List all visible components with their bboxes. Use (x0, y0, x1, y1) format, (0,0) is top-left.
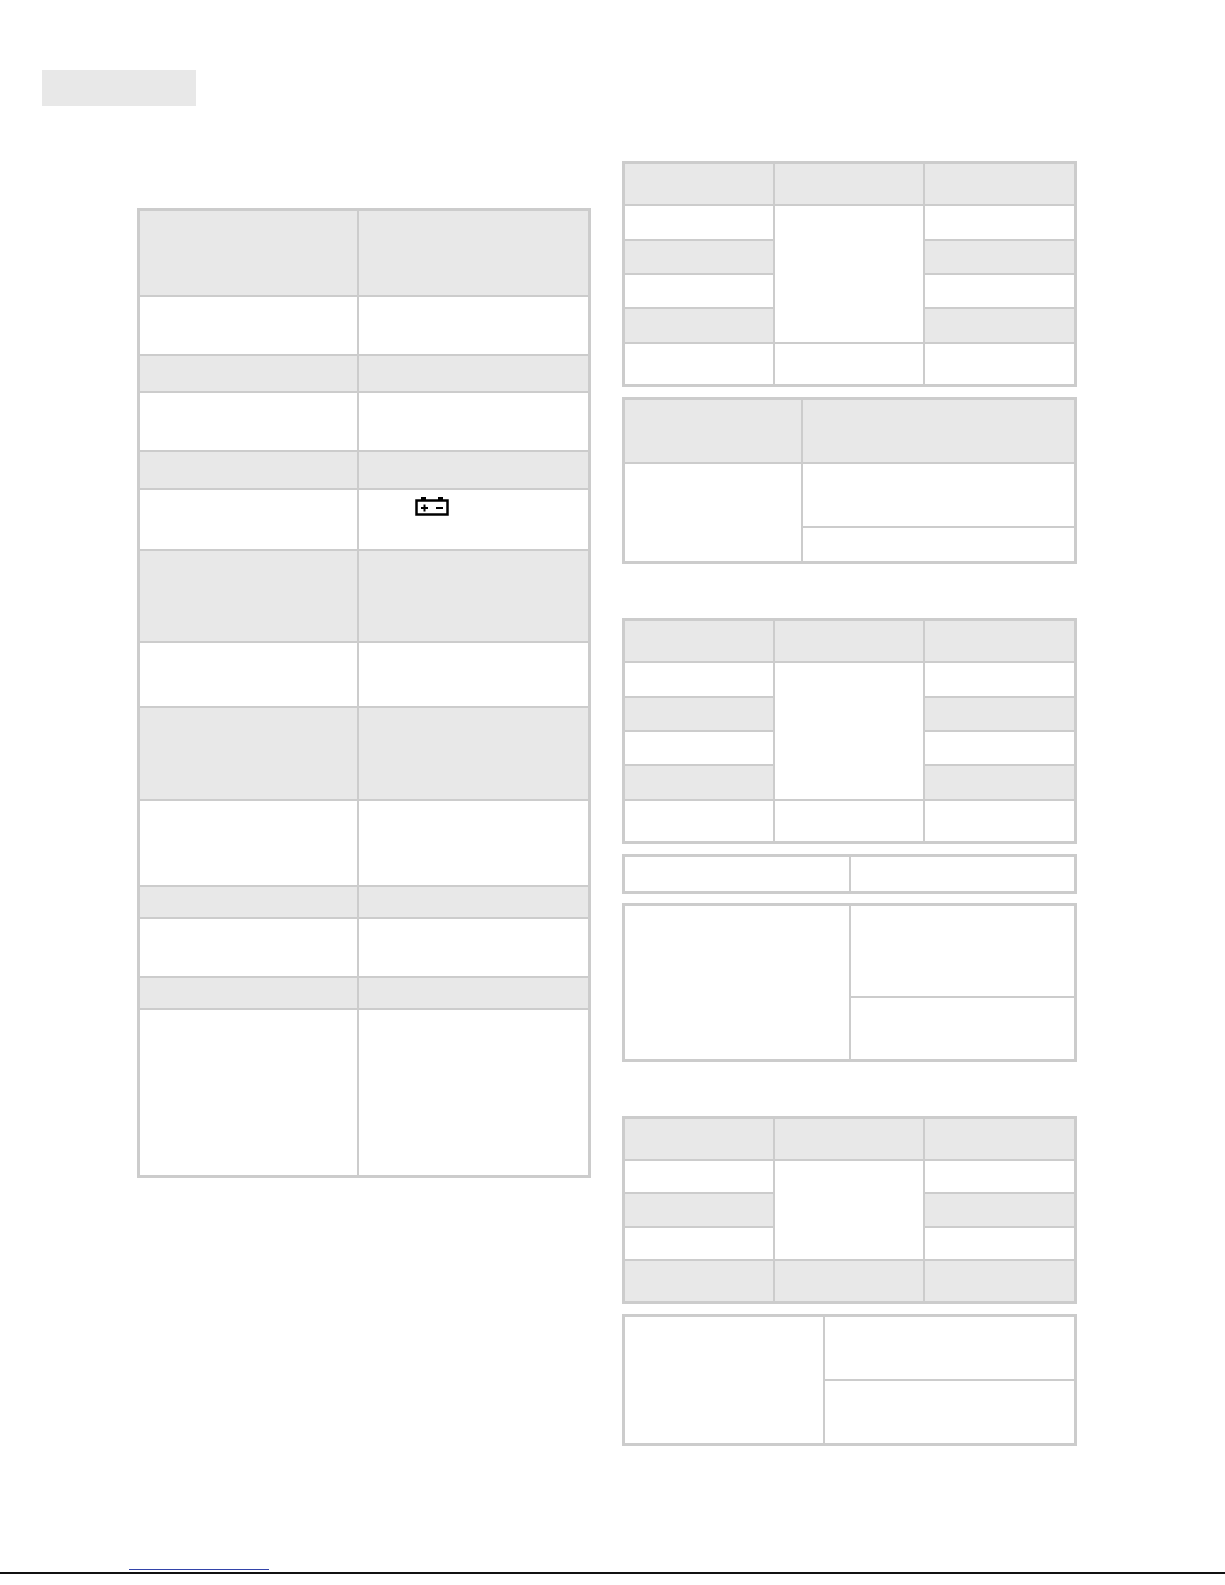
table-cell (139, 1009, 358, 1176)
spec-table (137, 208, 591, 1178)
table-cell (358, 642, 590, 707)
table-cell (624, 1227, 774, 1261)
table-cell (924, 620, 1076, 663)
table-cell (924, 1260, 1076, 1302)
table-cell (924, 1118, 1076, 1160)
table-cell (358, 392, 590, 451)
table-row (139, 707, 590, 800)
header-tab (42, 70, 196, 106)
table-cell (139, 296, 358, 354)
table-cell (624, 1160, 774, 1194)
table-row (139, 489, 590, 550)
table-cell (624, 856, 850, 893)
table-row (139, 392, 590, 451)
table-cell (358, 1009, 590, 1176)
table-cell (924, 662, 1076, 696)
table-row (624, 163, 1076, 206)
table-cell (139, 451, 358, 488)
table-cell (624, 399, 802, 463)
table-cell (624, 463, 802, 563)
table-cell (924, 205, 1076, 239)
table-cell (624, 1118, 774, 1160)
table-cell (624, 240, 774, 274)
table-row (139, 642, 590, 707)
table-cell (802, 399, 1076, 463)
table-row (624, 662, 1076, 696)
table-cell (624, 765, 774, 799)
table-cell (774, 1160, 924, 1261)
table-cell (924, 697, 1076, 731)
table-cell (924, 308, 1076, 342)
table-cell (624, 800, 774, 843)
table-cell (624, 697, 774, 731)
table-cell (358, 296, 590, 354)
table-cell (139, 210, 358, 297)
table-row (139, 800, 590, 887)
table-cell (624, 1316, 824, 1445)
table-cell (358, 210, 590, 297)
table-row (139, 918, 590, 977)
table-cell (850, 997, 1076, 1061)
table-cell (139, 642, 358, 707)
table-cell (924, 1193, 1076, 1227)
page-bottom-rule (0, 1572, 1225, 1574)
table-cell (139, 392, 358, 451)
table-row (139, 550, 590, 642)
table-row (624, 1316, 1076, 1380)
table-row (139, 886, 590, 917)
table-cell (924, 343, 1076, 386)
table-row (624, 856, 1076, 893)
table-cell (624, 905, 850, 1061)
table-cell (624, 1260, 774, 1302)
table-cell (139, 489, 358, 550)
table-row (624, 399, 1076, 463)
table-cell (850, 856, 1076, 893)
table-cell (802, 463, 1076, 527)
table-row (624, 620, 1076, 663)
table-cell (139, 977, 358, 1009)
grid-table-5 (622, 903, 1077, 1062)
table-cell (139, 918, 358, 977)
table-cell (358, 918, 590, 977)
table-cell (624, 620, 774, 663)
table-cell (624, 343, 774, 386)
table-row (624, 1118, 1076, 1160)
table-cell (850, 905, 1076, 997)
table-cell (774, 205, 924, 342)
table-cell (624, 163, 774, 206)
table-cell (774, 800, 924, 843)
table-row (139, 210, 590, 297)
table-cell (924, 800, 1076, 843)
table-row (139, 296, 590, 354)
table-cell (139, 550, 358, 642)
table-cell (139, 800, 358, 887)
table-cell (924, 1227, 1076, 1261)
grid-table-4 (622, 854, 1077, 894)
grid-table-7 (622, 1314, 1077, 1446)
footer-link-underline[interactable] (129, 1569, 269, 1570)
table-cell (774, 343, 924, 386)
table-row (624, 1160, 1076, 1194)
table-cell (139, 355, 358, 392)
table-cell (358, 355, 590, 392)
table-cell (924, 240, 1076, 274)
table-cell (802, 527, 1076, 563)
table-cell (924, 1160, 1076, 1194)
grid-table-1 (622, 161, 1077, 387)
table-cell (624, 731, 774, 765)
table-cell (624, 205, 774, 239)
table-cell (358, 977, 590, 1009)
table-cell (624, 274, 774, 308)
table-row (624, 343, 1076, 386)
table-cell (624, 1193, 774, 1227)
table-cell (924, 163, 1076, 206)
grid-table-6 (622, 1116, 1077, 1304)
table-cell (624, 308, 774, 342)
grid-table-2 (622, 397, 1077, 564)
table-cell (924, 274, 1076, 308)
table-row (624, 463, 1076, 527)
table-cell (358, 451, 590, 488)
table-cell (358, 707, 590, 800)
grid-table-3 (622, 618, 1077, 844)
table-cell (824, 1380, 1076, 1445)
table-cell (358, 800, 590, 887)
table-cell (774, 1260, 924, 1302)
battery-icon (359, 490, 589, 519)
table-row (624, 1260, 1076, 1302)
table-row (139, 1009, 590, 1176)
table-cell (774, 1118, 924, 1160)
table-row (139, 451, 590, 488)
table-cell (139, 886, 358, 917)
table-row (139, 977, 590, 1009)
table-cell (924, 765, 1076, 799)
table-cell (358, 489, 590, 550)
table-row (139, 355, 590, 392)
table-cell (824, 1316, 1076, 1380)
table-row (624, 800, 1076, 843)
table-cell (924, 731, 1076, 765)
table-row (624, 905, 1076, 997)
table-cell (774, 662, 924, 799)
table-row (624, 205, 1076, 239)
table-cell (774, 620, 924, 663)
table-cell (358, 886, 590, 917)
table-cell (139, 707, 358, 800)
table-cell (358, 550, 590, 642)
table-cell (774, 163, 924, 206)
table-cell (624, 662, 774, 696)
